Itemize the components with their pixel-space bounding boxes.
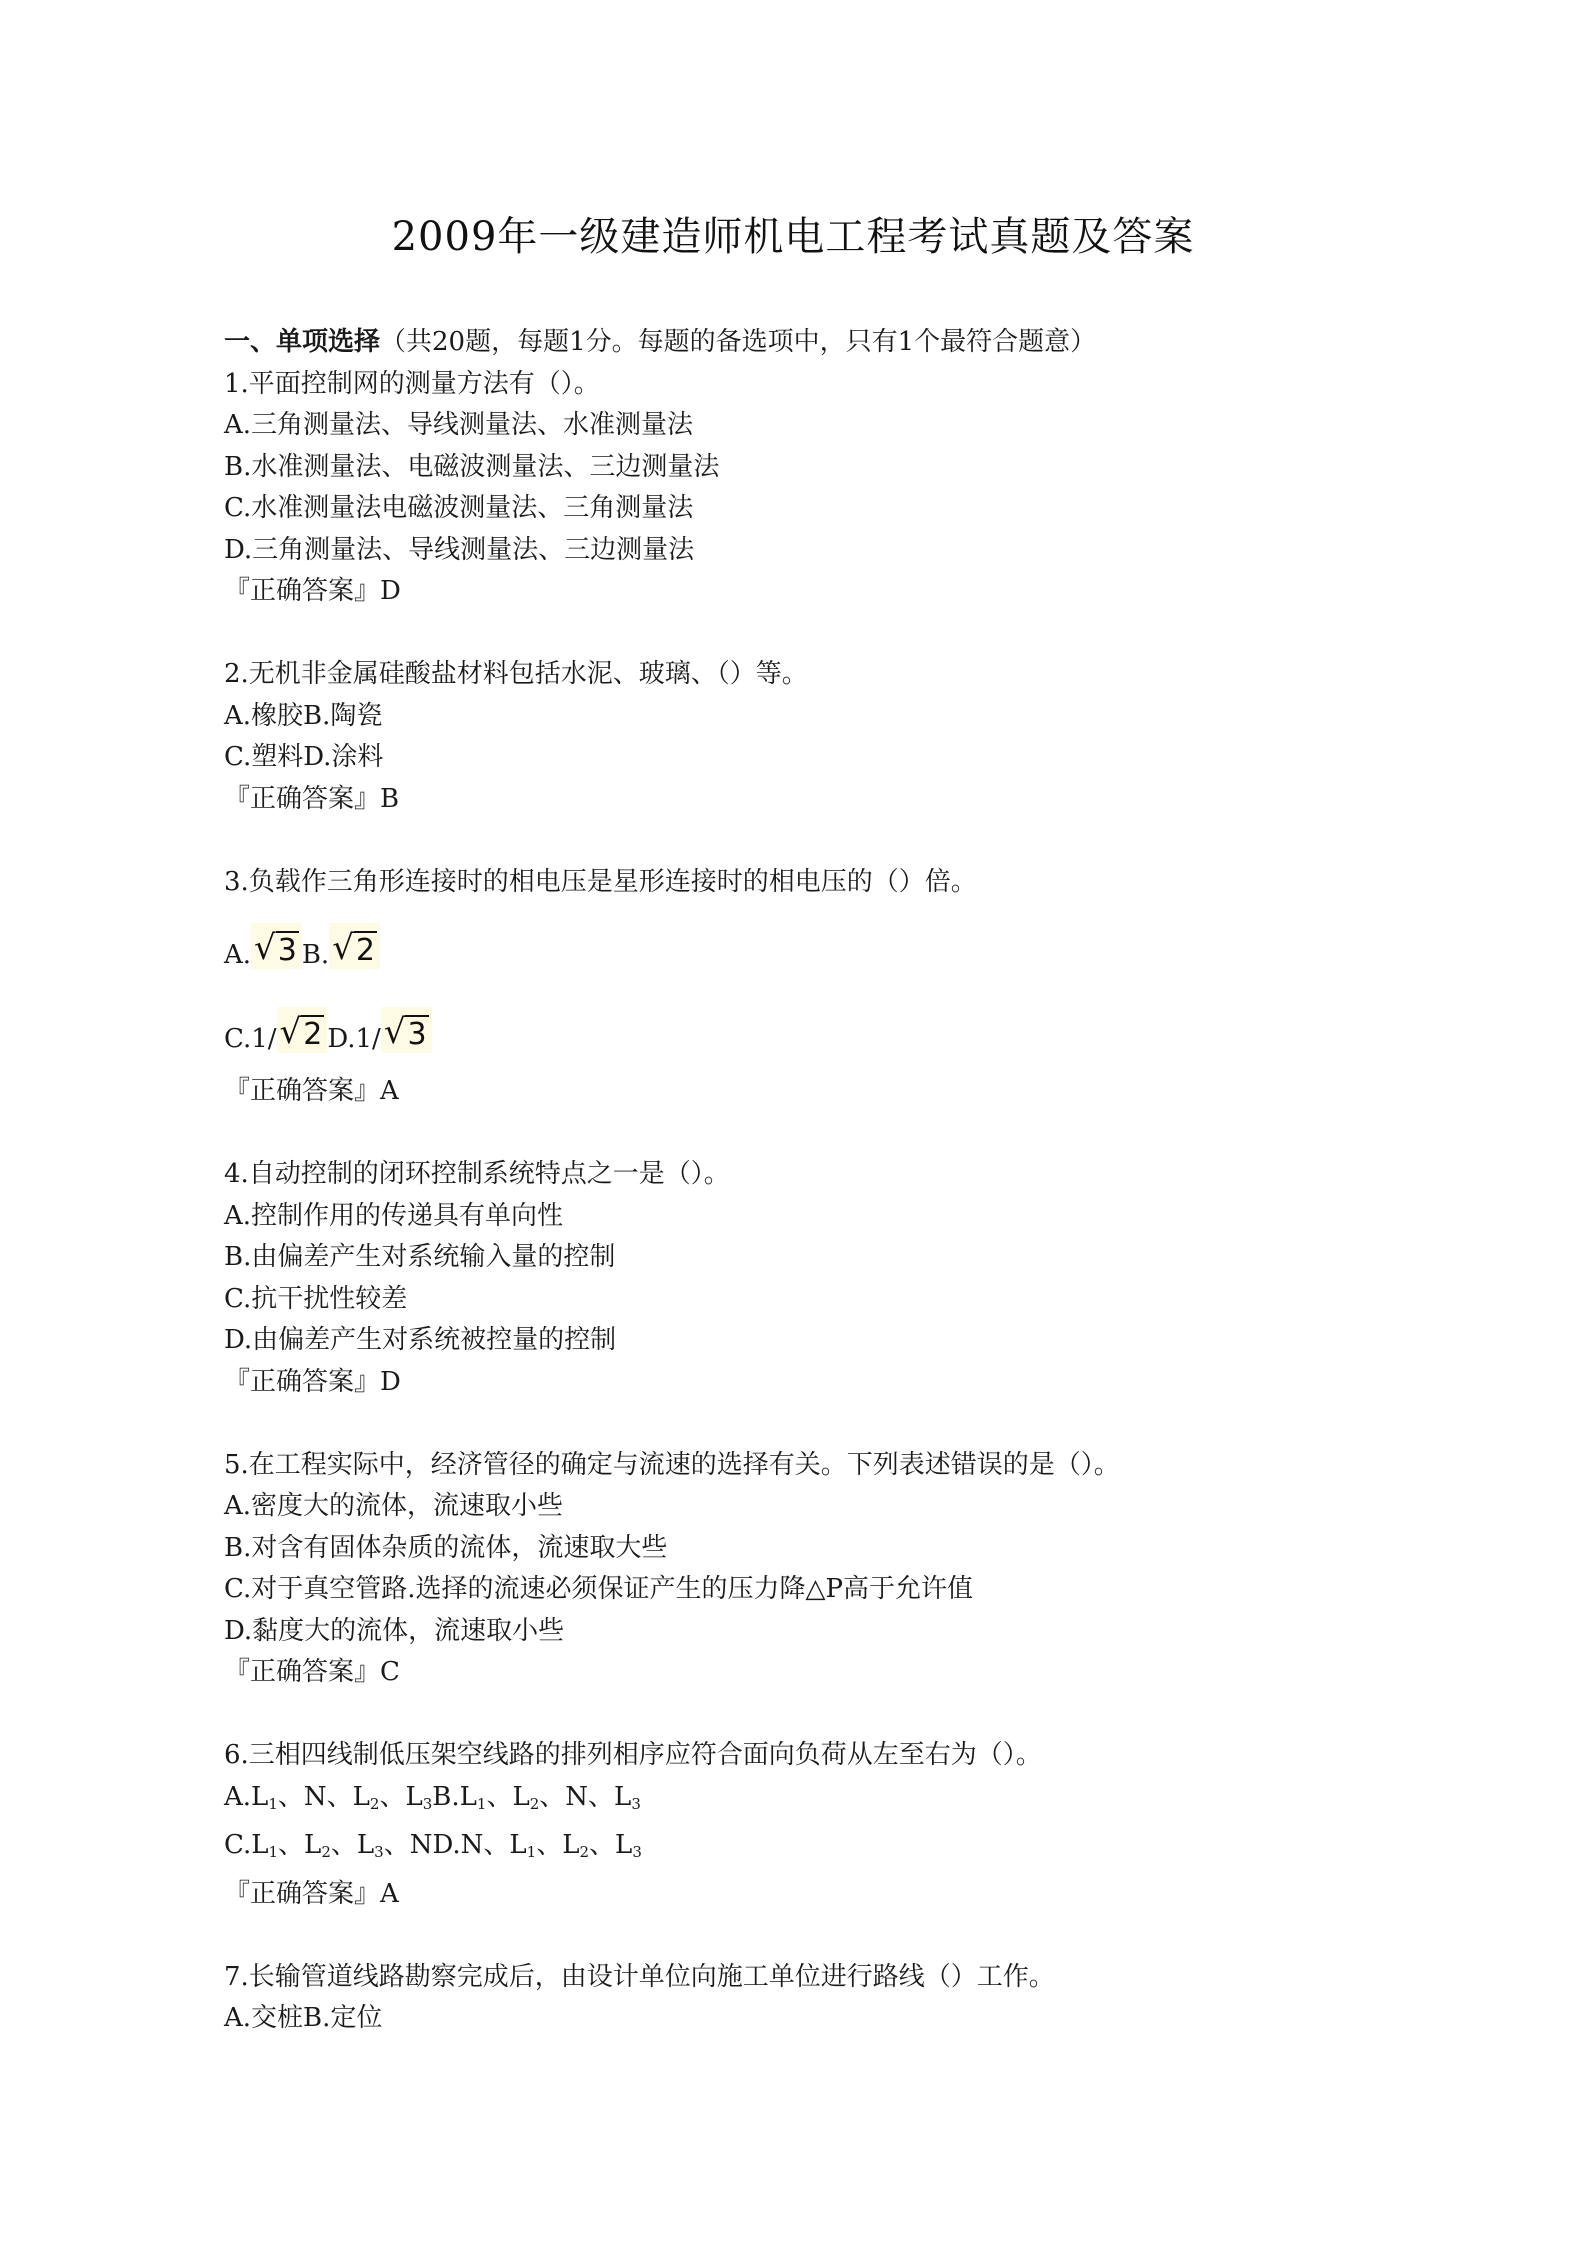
question-7-stem: 7.长输管道线路勘察完成后，由设计单位向施工单位进行路线（）工作。 — [224, 1961, 1055, 1992]
section-note: （共20题，每题1分。每题的备选项中，只有1个最符合题意） — [380, 327, 1097, 357]
spacer — [224, 613, 1374, 655]
spacer — [224, 820, 1374, 862]
sqrt-argument: 2 — [355, 933, 375, 968]
question-4-option-a: A.控制作用的传递具有单向性 — [224, 1200, 564, 1231]
question-5-option-d: D.黏度大的流体，流速取小些 — [224, 1615, 565, 1646]
question-1-option-a: A.三角测量法、导线测量法、水准测量法 — [224, 410, 694, 440]
spacer — [224, 1403, 1374, 1445]
document-title: 2009年一级建造师机电工程考试真题及答案 — [391, 214, 1195, 260]
question-4-answer: 『正确答案』D — [224, 1366, 401, 1397]
sqrt-argument: 2 — [303, 1017, 323, 1052]
question-2-options-cd: C.塑料D.涂料 — [224, 742, 384, 772]
question-4-stem: 4.自动控制的闭环控制系统特点之一是（）。 — [224, 1159, 730, 1189]
sqrt-argument: 3 — [277, 933, 297, 968]
question-2-answer: 『正确答案』B — [224, 783, 400, 814]
question-1-option-b: B.水准测量法、电磁波测量法、三边测量法 — [224, 451, 720, 482]
question-1-option-d: D.三角测量法、导线测量法、三边测量法 — [224, 534, 695, 565]
document-body — [224, 322, 1374, 2040]
question-2-stem: 2.无机非金属硅酸盐材料包括水泥、玻璃、（）等。 — [224, 659, 808, 689]
question-3-answer: 『正确答案』A — [224, 1076, 399, 1106]
question-4-option-b: B.由偏差产生对系统输入量的控制 — [224, 1242, 616, 1272]
question-1-answer: 『正确答案』D — [224, 576, 401, 606]
question-6-options-ab: $A.L_1$、N、$L_2$、$L_3B.L_1$、$L_2$、N、$L_3$ — [224, 1781, 641, 1813]
question-3-stem: 3.负载作三角形连接时的相电压是星形连接时的相电压的（）倍。 — [224, 866, 977, 897]
radical-sign-icon: √ — [279, 1012, 302, 1052]
sqrt-formula-image — [251, 923, 302, 969]
sqrt-formula-image — [329, 923, 380, 969]
question-7-options-ab: A.交桩B.定位 — [224, 2003, 383, 2033]
radical-sign-icon: √ — [254, 928, 276, 968]
section-heading — [224, 322, 1374, 364]
sqrt-formula-image — [381, 1007, 432, 1053]
question-5-answer: 『正确答案』C — [224, 1657, 400, 1687]
question-6-stem: 6.三相四线制低压架空线路的排列相序应符合面向负荷从左至右为（）。 — [224, 1740, 1042, 1770]
question-1-option-c: C.水准测量法电磁波测量法、三角测量法 — [224, 493, 694, 523]
sqrt-argument: 3 — [407, 1017, 427, 1052]
question-3-option-b-label: B. — [301, 940, 330, 970]
sqrt-formula-image — [277, 1007, 328, 1053]
spacer — [224, 1915, 1374, 1957]
question-6-answer: 『正确答案』A — [224, 1878, 399, 1909]
question-4-option-c: C.抗干扰性较差 — [224, 1283, 408, 1314]
question-3-option-a-label: A. — [224, 940, 252, 970]
question-5-option-b: B.对含有固体杂质的流体，流速取大些 — [224, 1532, 668, 1563]
question-2-options-ab: A.橡胶B.陶瓷 — [224, 700, 383, 731]
question-3-options-ab — [224, 903, 1374, 987]
radical-sign-icon: √ — [383, 1012, 406, 1052]
question-1-stem: 1.平面控制网的测量方法有（）。 — [224, 368, 600, 399]
question-3-option-d-label: D.1/ — [327, 1024, 381, 1054]
spacer — [224, 1694, 1374, 1736]
section-heading-label: 一、单项选择 — [224, 327, 381, 357]
question-3-option-c-label: C.1/ — [224, 1024, 277, 1054]
question-5-stem: 5.在工程实际中，经济管径的确定与流速的选择有关。下列表述错误的是（）。 — [224, 1449, 1120, 1480]
question-5-option-c: C.对于真空管路.选择的流速必须保证产生的压力降△P高于允许值 — [224, 1574, 973, 1604]
question-5-option-a: A.密度大的流体，流速取小些 — [224, 1491, 564, 1521]
question-4-option-d: D.由偏差产生对系统被控量的控制 — [224, 1325, 617, 1355]
radical-sign-icon: √ — [332, 928, 354, 968]
question-3-options-cd — [224, 987, 1374, 1071]
question-6-options-cd: $C.L_1$、$L_2$、$L_3$、ND.N、$L_1$、$L_2$、$L_3$ — [224, 1830, 642, 1861]
spacer — [224, 1113, 1374, 1155]
